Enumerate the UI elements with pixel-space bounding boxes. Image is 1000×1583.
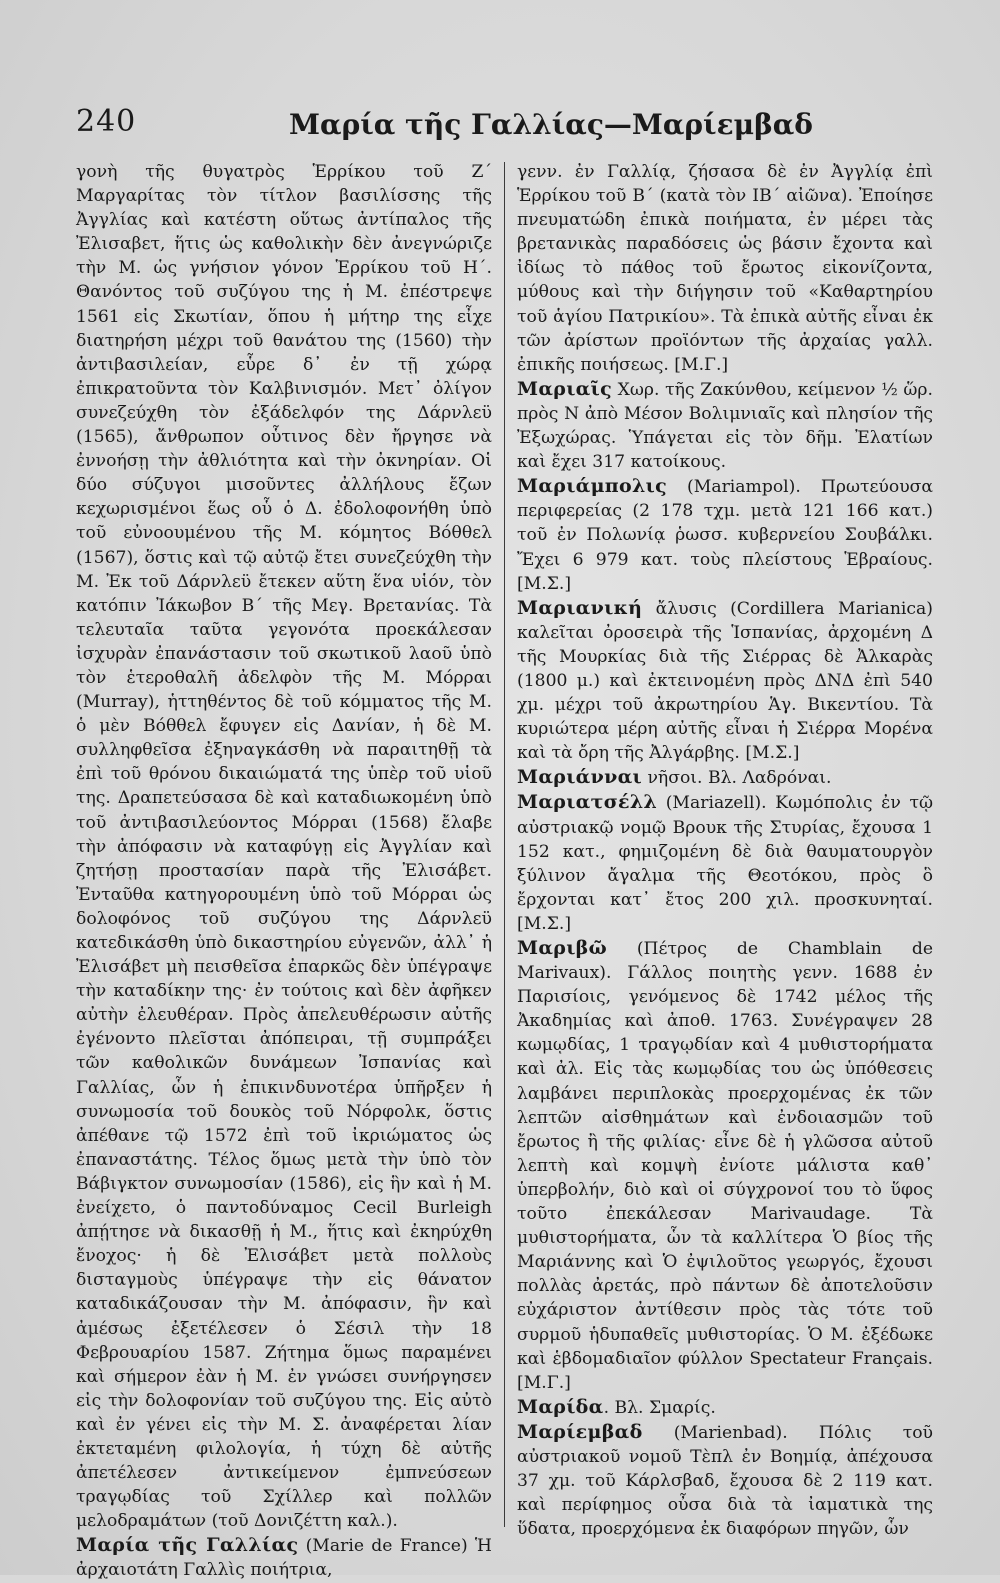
entry-headword: Μαρίεμβαδ: [517, 1420, 643, 1443]
entry-text: (Mariampol). Πρωτεύουσα περιφερείας (2 178 τχμ. μετὰ 121 166 κατ.) τοῦ ἐν Πολωνίᾳ ῥωσσ. κυβερνείου Σουβάλκι. Ἔχει 6 979 κατ. τοὺς πλείστους Ἑβραίους. [Μ.Σ.]: [517, 477, 933, 594]
dictionary-entry: [517, 1420, 933, 1541]
dictionary-entry: [517, 377, 933, 474]
dictionary-entry: [76, 1533, 492, 1582]
entry-headword: Μαριανική: [517, 596, 643, 619]
left-column-continuation: γονὴ τῆς θυγατρὸς Ἑρρίκου τοῦ Ζ΄ Μαργαρίτας τὸν τίτλον βασιλίσσης τῆς Ἀγγλίας καὶ κατέστη οὕτως ἀντίπαλος τῆς Ἐλισαβετ, ἥτις ὡς καθολικὴν δὲν ἀνεγνώριζε τὴν Μ. ὡς γνήσιον γόνον Ἑρρίκου τοῦ Η΄. Θανόντος τοῦ συζύγου της ἡ Μ. ἐπέστρεψε 1561 εἰς Σκωτίαν, ὅπου ἡ μήτηρ της εἶχε διατηρήση μέχρι τοῦ θανάτου της (1560) τὴν ἀντιβασιλείαν, εὗρε δ᾽ ἐν τῇ χώρᾳ ἐπικρατοῦντα τὸν Καλβινισμόν. Μετ᾽ ὀλίγον συνεζεύχθη τὸν ἐξάδελφόν της Δάρνλεϋ (1565), ἄνθρωπον οὗτινος δὲν ἤργησε νὰ ἐννοήσῃ τὴν ἀθλιότητα καὶ τὴν ὀκνηρίαν. Οἱ δύο σύζυγοι μισοῦντες ἀλλήλους ἔζων κεχωρισμένοι ἕως οὗ ὁ Δ. ἐδολοφονήθη ὑπὸ τοῦ εὐνοουμένου τῆς Μ. κόμητος Βόθθελ (1567), ὅστις καὶ τῷ αὐτῷ ἔτει συνεζεύχθη τὴν Μ. Ἐκ τοῦ Δάρνλεϋ ἔτεκεν αὕτη ἕνα υἱόν, τὸν κατόπιν Ἰάκωβον Β΄ τῆς Μεγ. Βρετανίας. Τὰ τελευταῖα ταῦτα γεγονότα προεκάλεσαν ἰσχυρὰν ἐπανάστασιν τοῦ σκωτικοῦ λαοῦ ὑπὸ τὸν ἑτεροθαλῆ ἀδελφὸν τῆς Μ. Μόρραι (Murray), ἡττηθέντος δὲ τοῦ κόμματος τῆς Μ. ὁ μὲν Βόθθελ ἔφυγεν εἰς Δανίαν, ἡ δὲ Μ. συλληφθεῖσα ἐξηναγκάσθη νὰ παραιτηθῇ τὰ ἐπὶ τοῦ θρόνου δικαιώματά της ὑπὲρ τοῦ υἱοῦ της. Δραπετεύσασα δὲ καὶ καταδιωκομένη ὑπὸ τοῦ ἀντιβασιλεύοντος Μόρραι (1568) ἔλαβε τὴν ἀπόφασιν νὰ καταφύγῃ εἰς Ἀγγλίαν καὶ ζητήσῃ προστασίαν παρὰ τῆς Ἐλισάβετ. Ἐνταῦθα κατηγορουμένη ὑπὸ τοῦ Μόρραι ὡς δολοφόνος τοῦ συζύγου της Δάρνλεϋ κατεδικάσθη ὑπὸ δικαστηρίου εὐγενῶν, ἀλλ᾽ ἡ Ἐλισάβετ μὴ πεισθεῖσα ἐπαρκῶς δὲν ὑπέγραψε τὴν καταδίκην της· ἐν τούτοις καὶ δὲν ἀφῆκεν αὐτὴν ἐλευθέραν. Πρὸς ἀπελευθέρωσιν αὐτῆς ἐγένοντο πλεῖσται ἀπόπειραι, τῇ συμπράξει τῶν καθολικῶν δυνάμεων Ἰσπανίας καὶ Γαλλίας, ὧν ἡ ἐπικινδυνοτέρα ὑπῆρξεν ἡ συνωμοσία τοῦ δουκὸς τοῦ Νόρφολκ, ὅστις ἀπέθανε τῷ 1572 ἐπὶ τοῦ ἰκριώματος ὡς ἐπαναστάτης. Τέλος ὅμως μετὰ τὴν ὑπὸ τὸν Βάβιγκτον συνωμοσίαν (1586), εἰς ἣν καὶ ἡ Μ. ἐνείχετο, ὁ παντοδύναμος Cecil Burleigh ἀπῄτησε νὰ δικασθῇ ἡ Μ., ἥτις καὶ ἐκηρύχθη ἔνοχος· ἡ δὲ Ἐλισάβετ μετὰ πολλοὺς δισταγμοὺς ὑπέγραψε τὴν εἰς θάνατον καταδικάζουσαν τὴν Μ. ἀπόφασιν, ἣν καὶ ἀμέσως ἐξετέλεσεν ὁ Σέσιλ τὴν 18 Φεβρουαρίου 1587. Ζήτημα ὅμως παραμένει καὶ σήμερον ἐὰν ἡ Μ. ἐν γνώσει συνήργησεν εἰς τὴν δολοφονίαν τοῦ συζύγου της. Εἰς αὐτὸ καὶ ἐν γένει εἰς τὴν Μ. Σ. ἀναφέρεται λίαν ἐκτεταμένη φιλολογία, ἡ τύχη δὲ αὐτῆς ἀπετέλεσεν ἀντικείμενον ἐμπνεύσεων τραγῳδίας τοῦ Σχίλλερ καὶ πολλῶν μελοδραμάτων (τοῦ Δονιζέττη καλ.).: [76, 162, 492, 1532]
entry-text: (Marie de France) Ἡ ἀρχαιοτάτη Γαλλὶς ποιήτρια,: [76, 1536, 492, 1581]
right-column: [505, 160, 933, 1545]
dictionary-entry: [517, 1395, 933, 1420]
entry-headword: Μαριάνναι: [517, 766, 642, 789]
entry-headword: Μαριάμπολις: [517, 475, 667, 498]
entry-headword: Μαριβῶ: [517, 937, 607, 959]
dictionary-entry: [517, 790, 933, 936]
entry-text: (Marienbad). Πόλις τοῦ αὐστριακοῦ νομοῦ Τὲπλ ἐν Βοημίᾳ, ἀπέχουσα 37 χμ. τοῦ Κάρλσβαδ, ἔχουσα δὲ 2 119 κατ. καὶ περίφημος οὖσα διὰ τὰ ἰαματικὰ της ὕδατα, προερχόμενα ἐκ διαφόρων πηγῶν, ὧν: [517, 1422, 933, 1540]
page-header: [72, 104, 940, 154]
page-number: 240: [76, 104, 137, 139]
entry-text: ἄλυσις (Cordillera Marianica) καλεῖται ὀροσειρὰ τῆς Ἱσπανίας, ἀρχομένη Δ τῆς Μουρκίας διὰ τῆς Σιέρρας δὲ Ἀλκαρὰς (1800 μ.) καὶ ἐκτεινομένη πρὸς ΔΝΔ ἐπὶ 540 χμ. μέχρι τοῦ ἀκρωτηρίου Ἁγ. Βικεντίου. Τὰ κυριώτερα μέρη αὐτῆς εἶναι ἡ Σιέρρα Μορένα καὶ τὰ ὄρη τῆς Ἀλγάρβης. [Μ.Σ.]: [517, 598, 933, 764]
text-columns: [76, 160, 938, 1581]
left-column: [76, 160, 504, 1581]
entry-headword: Μαρία τῆς Γαλλίας: [76, 1534, 299, 1557]
entry-text: . Βλ. Σμαρίς.: [603, 1397, 716, 1418]
entry-text: Χωρ. τῆς Ζακύνθου, κείμενον ½ ὥρ. πρὸς Ν ἀπὸ Μέσον Βολιμνιαῖς καὶ πλησίον τῆς Ἐξωχώρας. Ὑπάγεται εἰς τὸν δῆμ. Ἐλατίων καὶ ἔχει 317 κατοίκους.: [517, 379, 933, 473]
dictionary-entry: [517, 474, 933, 595]
right-column-continuation: γενν. ἐν Γαλλίᾳ, ζήσασα δὲ ἐν Ἀγγλίᾳ ἐπὶ Ἑρρίκου τοῦ Β΄ (κατὰ τὸν ΙΒ΄ αἰῶνα). Ἐποίησε πνευματώδη ἐπικὰ ποιήματα, ἐν μέρει τὰς βρετανικὰς παραδόσεις ὡς βάσιν ἔχοντα καὶ ἰδίως τὸ πάθος τοῦ ἔρωτος εἰκονίζοντα, μύθους καὶ τὴν διήγησιν τοῦ «Καθαρτηρίου τοῦ ἁγίου Πατρικίου». Τὰ ἐπικὰ αὐτῆς εἶναι ἐκ τῶν ἀρίστων προϊόντων τῆς ἀρχαίας γαλλ. ἐπικῆς ποιήσεως. [Μ.Γ.]: [517, 162, 933, 375]
entry-text: (Mariazell). Κωμόπολις ἐν τῷ αὐστριακῷ νομῷ Βρουκ τῆς Στυρίας, ἔχουσα 1 152 κατ., φημιζομένη δὲ διὰ θαυματουργὸν ξύλινον ἄγαλμα τῆς Θεοτόκου, πρὸς ὃ ἔρχονται κατ᾽ ἔτος 200 χιλ. προσκυνηταί. [Μ.Σ.]: [517, 793, 933, 934]
dictionary-entry: [517, 596, 933, 766]
entry-headword: Μαριαῖς: [517, 377, 612, 400]
entry-headword: Μαριατσέλλ: [517, 791, 658, 814]
running-head: Μαρία τῆς Γαλλίας—Μαρίεμβαδ: [289, 108, 813, 141]
entry-text: νῆσοι. Βλ. Λαδρόναι.: [642, 768, 832, 789]
entry-text: (Πέτρος de Chamblain de Marivaux). Γάλλος ποιητὴς γενν. 1688 ἐν Παρισίοις, γενόμενος δὲ 1742 μέλος τῆς Ἀκαδημίας καὶ ἀποθ. 1763. Συνέγραψεν 28 κωμῳδίας, 1 τραγῳδίαν καὶ 4 μυθιστορήματα καὶ ἀλ. Εἰς τὰς κωμῳδίας του ὡς ὑπόθεσεις λαμβάνει περιπλοκὰς προερχομένας ἐκ τῶν λεπτῶν αἰσθημάτων καὶ ἐνδοιασμῶν τοῦ ἔρωτος ἢ τῆς φιλίας· εἶνε δὲ ἡ γλῶσσα αὐτοῦ λεπτὴ καὶ κομψὴ ἐνίοτε μάλιστα καθ᾽ ὑπερβολήν, διὸ καὶ οἱ σύγχρονοί του τὸ ὕφος τοῦτο ἐπεκάλεσαν Marivaudage. Τὰ μυθιστορήματα, ὧν τὰ καλλίτερα Ὁ βίος τῆς Μαριάννης καὶ Ὁ ἐψιλοῦτος γεωργός, ἔχουσι πολλὰς ἀρετάς, πρὸ πάντων δὲ ἀποτελοῦσιν εὐχάριστον ἀντίθεσιν πρὸς τὰς τότε τοῦ συρμοῦ ἡδυπαθεῖς μυθιστορίας. Ὁ Μ. ἐξέδωκε καὶ ἑβδομαδιαῖον φύλλον Spectateur Français. [Μ.Γ.]: [517, 939, 933, 1393]
dictionary-entry: [517, 765, 933, 790]
entry-headword: Μαρίδα: [517, 1395, 604, 1418]
dictionary-entry: [517, 936, 933, 1395]
